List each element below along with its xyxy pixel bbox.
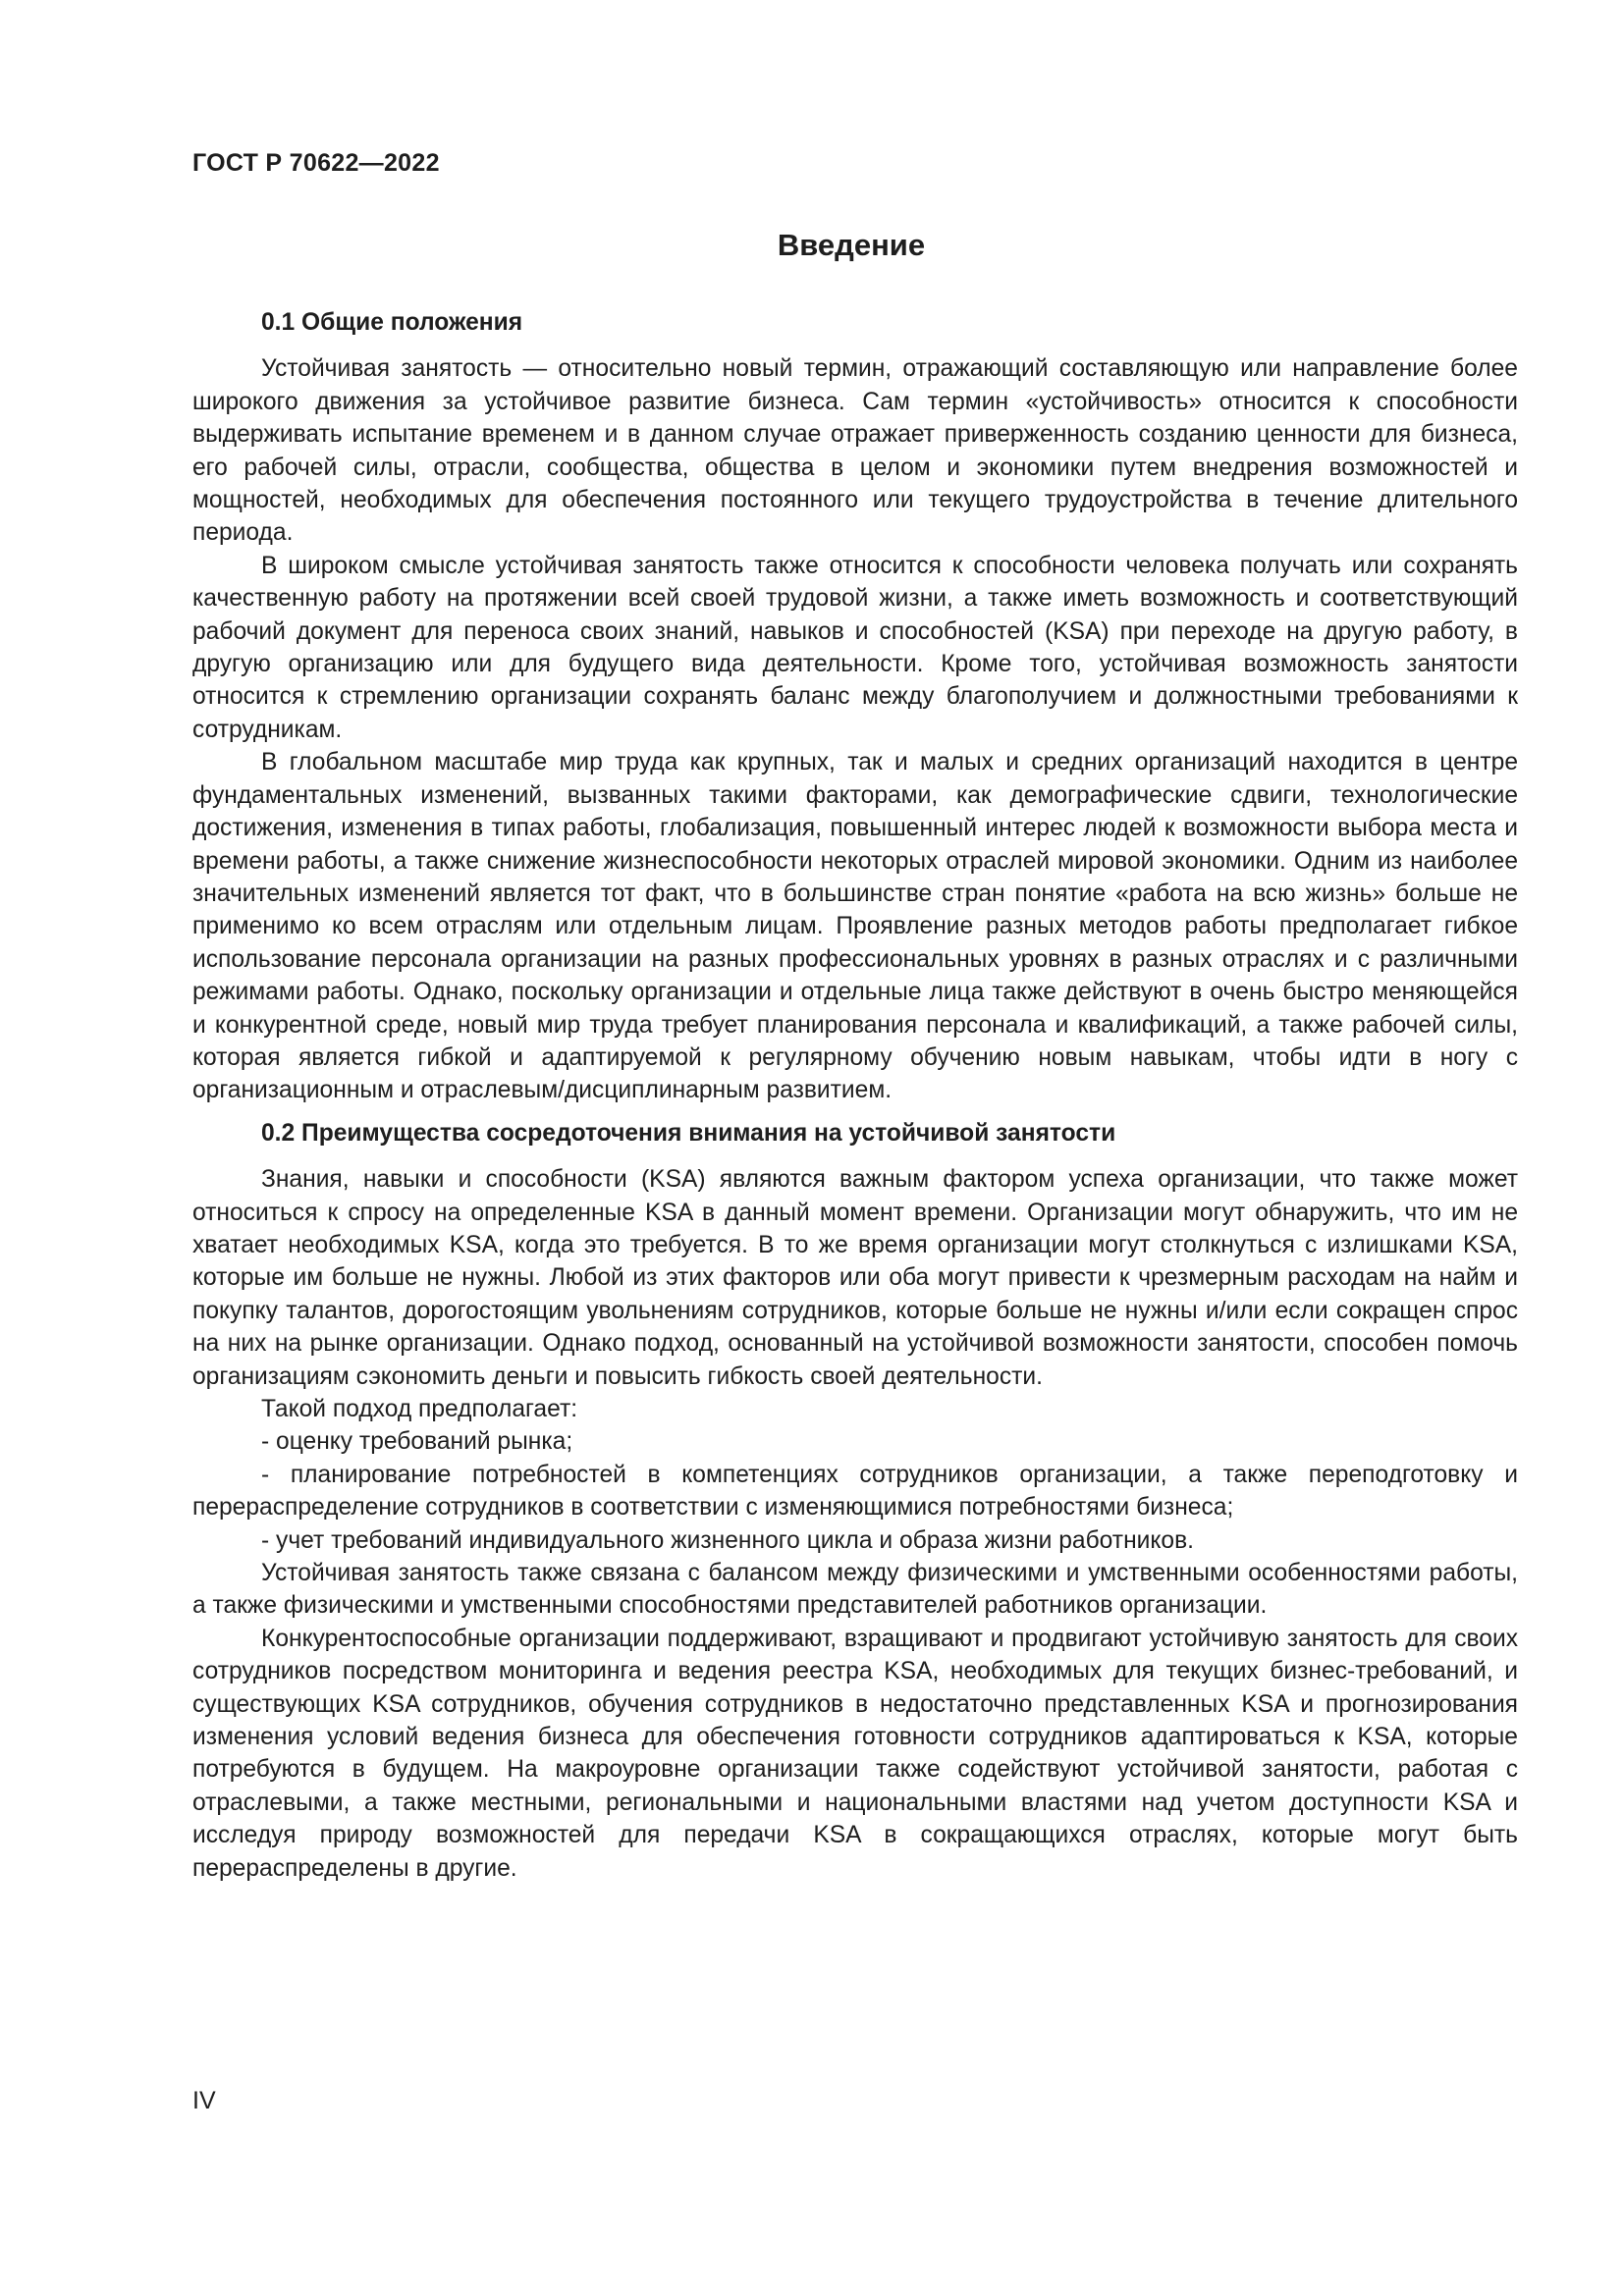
paragraph: Знания, навыки и способности (KSA) являются важным фактором успеха организации, что также может относиться к спросу на определенные KSA в данный момент времени. Организации могут обнаружить, что им не хватает необходимых KSA, когда это требуется. В то же время организации могут столкнуться с излишками KSA, которые им больше не нужны. Любой из этих факторов или оба могут привести к чрезмерным расходам на найм и покупку талантов, дорогостоящим увольнениям сотрудников, которые больше не нужны и/или если сокращен спрос на них на рынке организации. Однако подход, основанный на устойчивой возможности занятости, способен помочь организациям сэкономить деньги и повысить гибкость своей деятельности. — [192, 1166, 1518, 1390]
paragraph: Устойчивая занятость также связана с балансом между физическими и умственными особенностями работы, а также физическими и умственными способностями представителей работников организации. — [192, 1560, 1518, 1620]
paragraph: В глобальном масштабе мир труда как крупных, так и малых и средних организаций находится в центре фундаментальных изменений, вызванных такими факторами, как демографические сдвиги, технологические достижения, изменения в типах работы, глобализация, повышенный интерес людей к возможности выбора места и времени работы, а также снижение жизнеспособности некоторых отраслей мировой экономики. Одним из наиболее значительных изменений является тот факт, что в большинстве стран понятие «работа на всю жизнь» больше не применимо ко всем отраслям или отдельным лицам. Проявление разных методов работы предполагает гибкое использование персонала организации на разных профессиональных уровнях в разных отраслях и с различными режимами работы. Однако, поскольку организации и отдельные лица также действуют в очень быстро меняющейся и конкурентной среде, новый мир труда требует планирования персонала и квалификаций, а также рабочей силы, которая является гибкой и адаптируемой к регулярному обучению новым навыкам, чтобы идти в ногу с организационным и отраслевым/дисциплинарным развитием. — [192, 749, 1518, 1104]
paragraph: Устойчивая занятость — относительно новый термин, отражающий составляющую или направление более широкого движения за устойчивое развитие бизнеса. Сам термин «устойчивость» относится к способности выдерживать испытание временем и в данном случае отражает приверженность созданию ценности для бизнеса, его рабочей силы, отрасли, сообщества, общества в целом и экономики путем внедрения возможностей и мощностей, необходимых для обеспечения постоянного или текущего трудоустройства в течение длительного периода. — [192, 355, 1518, 547]
list-intro: Такой подход предполагает: — [261, 1396, 578, 1422]
section-heading-benefits: 0.2 Преимущества сосредоточения внимания на устойчивой занятости — [261, 1119, 1116, 1147]
paragraph: В широком смысле устойчивая занятость также относится к способности человека получать или сохранять качественную работу на протяжении всей своей трудовой жизни, а также иметь возможность и соответствующий рабочий документ для переноса своих знаний, навыков и способностей (KSA) при переходе на другую работу, в другую организацию или для будущего вида деятельности. Кроме того, устойчивая возможность занятости относится к стремлению организации сохранять баланс между благополучием и должностными требованиями к сотрудникам. — [192, 552, 1518, 743]
list-item: - оценку требований рынка; — [261, 1428, 573, 1456]
section-heading-general: 0.1 Общие положения — [261, 309, 523, 336]
approach-list — [192, 1425, 1518, 1557]
list-item: - планирование потребностей в компетенциях сотрудников организации, а также переподготовку и перераспределение сотрудников в соответствии с изменяющимися потребностями бизнеса; — [192, 1461, 1518, 1522]
list-item: - учет требований индивидуального жизненного цикла и образа жизни работников. — [261, 1526, 1195, 1554]
paragraph: Конкурентоспособные организации поддерживают, взращивают и продвигают устойчивую занятость для своих сотрудников посредством мониторинга и ведения реестра KSA, необходимых для текущих бизнес-требований, и существующих KSA сотрудников, обучения сотрудников в недостаточно представленных KSA и прогнозирования изменения условий ведения бизнеса для обеспечения готовности сотрудников адаптироваться к KSA, которые потребуются в будущем. На макроуровне организации также содействуют устойчивой занятости, работая с отраслевыми, а также местными, региональными и национальными властями над учетом доступности KSA и исследуя природу возможностей для передачи KSA в сокращающихся отраслях, которые могут быть перераспределены в другие. — [192, 1625, 1518, 1882]
document-body — [192, 306, 1518, 1885]
page-title: Введение — [777, 228, 926, 262]
page-number: IV — [192, 2087, 216, 2114]
standard-identifier: ГОСТ Р 70622—2022 — [192, 149, 440, 177]
